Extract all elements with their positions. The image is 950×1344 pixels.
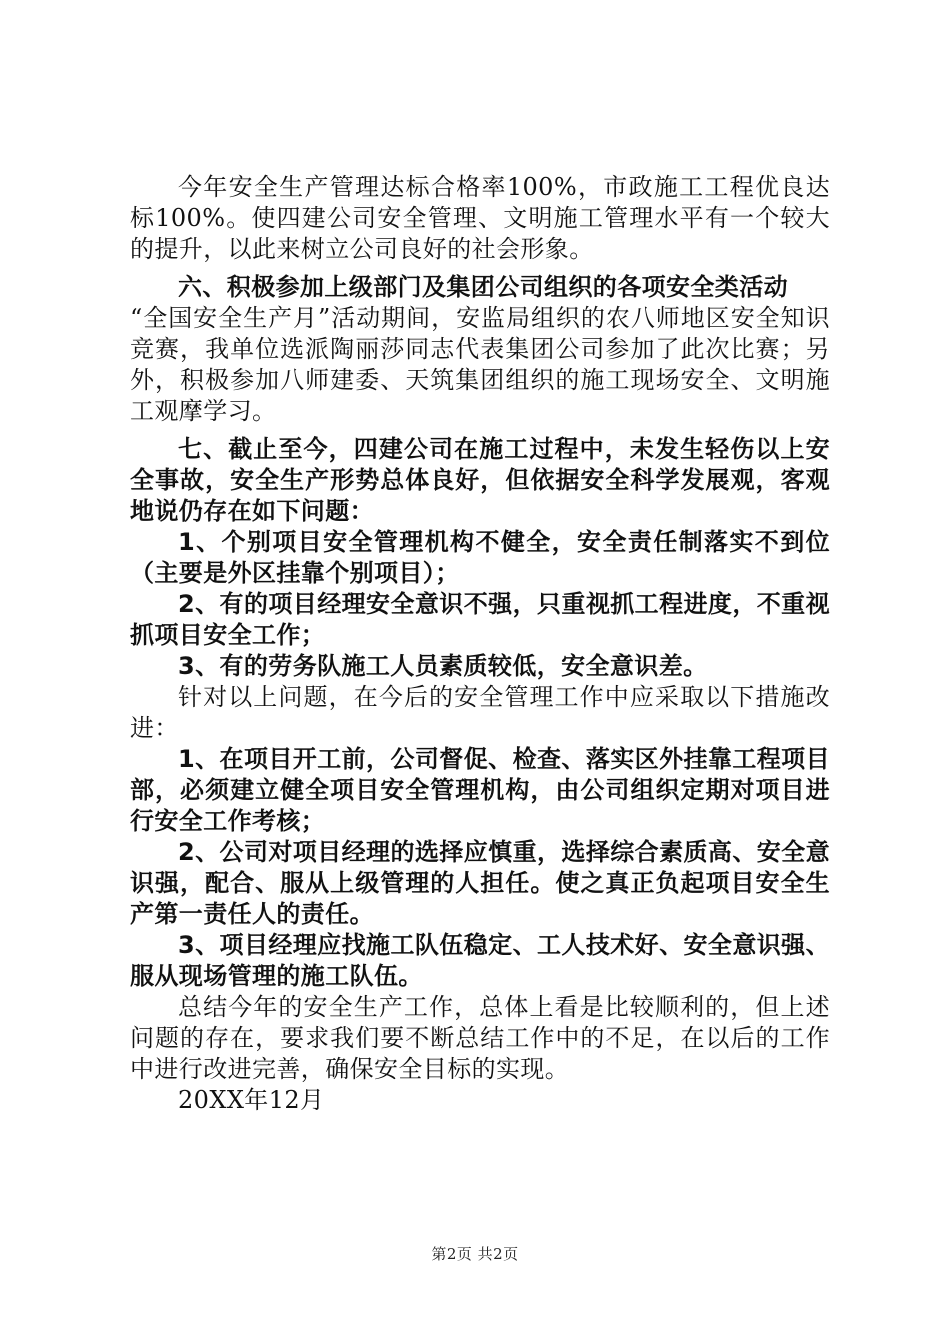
paragraph-safety-rate: 今年安全生产管理达标合格率100%，市政施工工程优良达标100%。使四建公司安全管理、文明施工管理水平有一个较大的提升，以此来树立公司良好的社会形象。 [130, 173, 830, 263]
measure-item-3: 3、项目经理应找施工队伍稳定、工人技术好、安全意识强、服从现场管理的施工队伍。 [130, 931, 830, 990]
measure-item-2: 2、公司对项目经理的选择应慎重，选择综合素质高、安全意识强，配合、服从上级管理的人担任。使之真正负起项目安全生产第一责任人的责任。 [130, 838, 830, 928]
document-date: 20XX年12月 [178, 1086, 325, 1114]
problem-item-3: 3、有的劳务队施工人员素质较低，安全意识差。 [178, 652, 708, 680]
heading-section-six: 六、积极参加上级部门及集团公司组织的各项安全类活动 [178, 273, 788, 301]
measure-item-1: 1、在项目开工前，公司督促、检查、落实区外挂靠工程项目部，必须建立健全项目安全管理机构，由公司组织定期对项目进行安全工作考核； [130, 745, 830, 835]
paragraph-safety-month: “全国安全生产月”活动期间，安监局组织的农八师地区安全知识竞赛，我单位选派陶丽莎同志代表集团公司参加了此次比赛；另外，积极参加八师建委、天筑集团组织的施工现场安全、文明施工观摩学习。 [130, 304, 830, 425]
document-body [130, 172, 830, 1116]
problem-item-1: 1、个别项目安全管理机构不健全，安全责任制落实不到位（主要是外区挂靠个别项目）； [130, 528, 830, 587]
heading-section-seven: 七、截止至今，四建公司在施工过程中，未发生轻伤以上安全事故，安全生产形势总体良好，但依据安全科学发展观，客观地说仍存在如下问题： [130, 435, 830, 525]
page-footer: 第2页 共2页 [431, 1245, 519, 1263]
paragraph-conclusion: 总结今年的安全生产工作，总体上看是比较顺利的，但上述问题的存在，要求我们要不断总结工作中的不足，在以后的工作中进行改进完善，确保安全目标的实现。 [130, 993, 830, 1083]
paragraph-measures-intro: 针对以上问题，在今后的安全管理工作中应采取以下措施改进： [130, 683, 830, 742]
problem-item-2: 2、有的项目经理安全意识不强，只重视抓工程进度，不重视抓项目安全工作； [130, 590, 830, 649]
